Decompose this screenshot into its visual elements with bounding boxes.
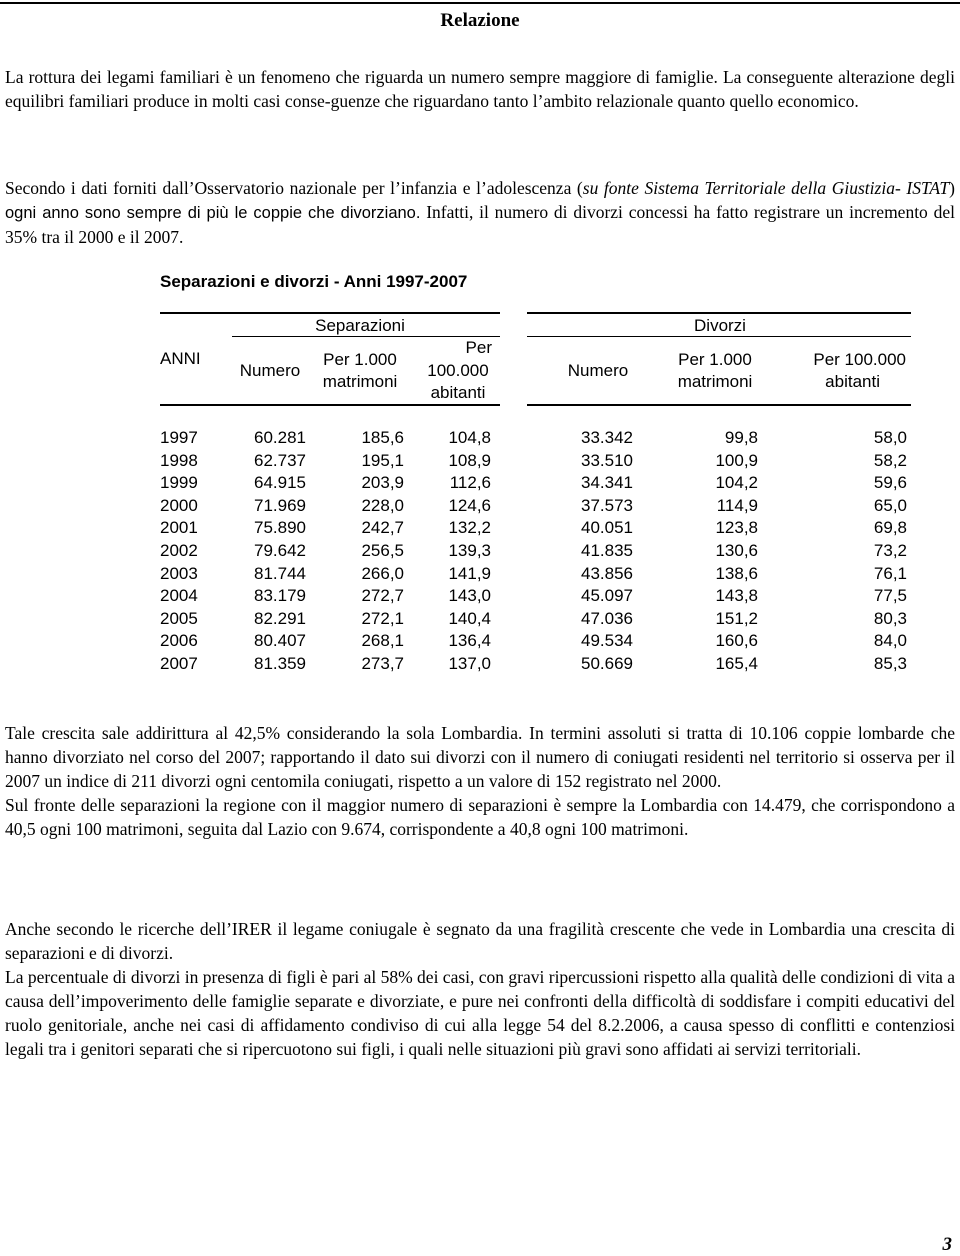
cell-anni: 2002 — [160, 541, 198, 560]
cell-sep-numero: 83.179 — [254, 586, 306, 606]
table-row — [0, 472, 960, 495]
cell-sep-per100000: 132,2 — [448, 518, 491, 538]
cell-div-numero: 43.856 — [581, 563, 633, 583]
intro-p2-mid: ) — [949, 178, 955, 198]
group-separazioni: Separazioni — [315, 316, 405, 335]
cell-sep-numero: 60.281 — [254, 428, 306, 447]
table-row — [0, 495, 960, 518]
body-p3: Tale crescita sale addirittura al 42,5% considerando la sola Lombardia. In termini assoluti si tratta di 10.106 coppie lombarde che hanno divorziato nel corso del 2007; rapportando il dato sui divorzi con il numero di coniugati residenti nel territorio si osserva per il 2007 un indice di 211 divorzi ogni centomila coniugati, rispetto a un valore di 152 registrato nel 2000. — [5, 723, 955, 791]
table-row — [0, 427, 960, 450]
col-header-sep-per1000-l1: Per 1.000 — [323, 350, 397, 369]
table-top-rule-right — [527, 312, 911, 314]
table-row — [0, 517, 960, 540]
page-number: 3 — [942, 1234, 952, 1255]
cell-sep-per100000: 136,4 — [448, 631, 491, 651]
cell-sep-per100000: 139,3 — [448, 541, 491, 560]
cell-anni: 2000 — [160, 495, 198, 515]
col-header-sep-per100000-l3: abitanti — [430, 383, 486, 402]
cell-div-numero: 41.835 — [581, 541, 633, 560]
cell-anni: 2006 — [160, 631, 198, 651]
cell-anni: 1998 — [160, 450, 198, 470]
cell-div-per100000: 69,8 — [873, 518, 907, 538]
cell-div-per1000: 151,2 — [715, 608, 758, 628]
cell-div-per100000: 77,5 — [873, 586, 907, 606]
cell-sep-numero: 71.969 — [254, 495, 306, 515]
cell-div-per100000: 85,3 — [873, 654, 907, 673]
cell-sep-numero: 80.407 — [254, 631, 306, 651]
cell-div-per1000: 114,9 — [716, 495, 758, 515]
intro-p2-sans: ogni anno sono sempre di più le coppie che divorziano. — [5, 204, 421, 222]
body-block-2 — [5, 917, 955, 1061]
cell-sep-per1000: 266,0 — [361, 563, 404, 583]
cell-div-per100000: 58,0 — [873, 428, 907, 447]
cell-anni: 1999 — [160, 473, 198, 493]
table-row — [0, 585, 960, 608]
cell-anni: 2005 — [160, 608, 198, 628]
cell-sep-numero: 81.744 — [254, 563, 306, 583]
cell-div-numero: 33.510 — [581, 450, 633, 470]
table-row — [0, 608, 960, 631]
cell-div-numero: 50.669 — [581, 654, 633, 673]
cell-sep-per1000: 185,6 — [361, 428, 404, 447]
col-header-sep-per100000-l2: 100.000 — [427, 361, 489, 380]
cell-div-per1000: 123,8 — [715, 518, 758, 538]
cell-sep-numero: 81.359 — [254, 654, 306, 673]
col-header-sep-numero: Numero — [239, 361, 301, 380]
cell-anni: 2001 — [160, 518, 198, 538]
col-header-anni: ANNI — [160, 349, 201, 368]
body-p4: Sul fronte delle separazioni la regione con il maggior numero di separazioni è sempre la Lombardia con 14.479, che corrispondono a 40,5 ogni 100 matrimoni, seguita dal Lazio con 9.674, corrispondente a 40,8 ogni 100 matrimoni. — [5, 795, 955, 839]
cell-div-per1000: 165,4 — [715, 654, 758, 673]
cell-div-per100000: 73,2 — [873, 541, 907, 560]
cell-sep-per100000: 124,6 — [448, 495, 491, 515]
table-header-rule-right — [527, 404, 911, 406]
intro-p2-source: su fonte Sistema Territoriale della Giustizia- ISTAT — [582, 178, 950, 198]
intro-p2-end: Infatti, il numero di divorzi concessi ha fatto registrare un incremento del 35% tra il 2000 e il 2007. — [5, 202, 955, 247]
cell-sep-per1000: 273,7 — [361, 654, 404, 673]
cell-anni: 2004 — [160, 586, 198, 606]
cell-div-per100000: 59,6 — [873, 473, 907, 493]
cell-sep-per100000: 108,9 — [448, 450, 491, 470]
group-rule-divorzi — [527, 336, 911, 337]
cell-div-per1000: 104,2 — [715, 473, 758, 493]
col-header-div-per1000-l1: Per 1.000 — [678, 350, 752, 369]
cell-div-per1000: 138,6 — [715, 563, 758, 583]
table-row — [0, 540, 960, 563]
cell-sep-per1000: 203,9 — [361, 473, 404, 493]
cell-sep-numero: 79.642 — [254, 541, 306, 560]
cell-div-numero: 45.097 — [581, 586, 633, 606]
cell-sep-per100000: 112,6 — [449, 473, 491, 493]
col-header-div-numero: Numero — [567, 361, 629, 380]
cell-div-per1000: 143,8 — [715, 586, 758, 606]
intro-p2-start: Secondo i dati forniti dall’Osservatorio nazionale per l’infanzia e l’adolescenza ( — [5, 178, 583, 198]
table-top-rule-left — [160, 312, 500, 314]
cell-div-per100000: 80,3 — [873, 608, 907, 628]
table-header-rule-left — [160, 404, 500, 406]
cell-sep-numero: 75.890 — [254, 518, 306, 538]
body-block-1 — [5, 721, 955, 841]
table-row — [0, 450, 960, 473]
body-p5: Anche secondo le ricerche dell’IRER il legame coniugale è segnato da una fragilità crescente che vede in Lombardia una crescita di separazioni e di divorzi. — [5, 919, 955, 963]
cell-sep-per1000: 272,7 — [361, 586, 404, 606]
cell-sep-per100000: 137,0 — [448, 654, 491, 673]
cell-sep-per1000: 268,1 — [361, 631, 404, 651]
cell-sep-numero: 82.291 — [254, 608, 306, 628]
table-title: Separazioni e divorzi - Anni 1997-2007 — [160, 272, 468, 291]
cell-sep-per100000: 104,8 — [448, 428, 491, 447]
intro-p1-text: La rottura dei legami familiari è un fenomeno che riguarda un numero sempre maggiore di famiglie. La conseguente alterazione degli equilibri familiari produce in molti casi conse-guenze che riguardano tanto l’ambito relazionale quanto quello economico. — [5, 67, 955, 111]
cell-div-numero: 34.341 — [581, 473, 633, 493]
cell-div-per1000: 100,9 — [715, 450, 758, 470]
cell-sep-numero: 64.915 — [254, 473, 306, 493]
cell-div-per1000: 130,6 — [715, 541, 758, 560]
cell-div-per100000: 76,1 — [873, 563, 907, 583]
cell-div-per1000: 99,8 — [724, 428, 758, 447]
cell-sep-per1000: 195,1 — [361, 450, 404, 470]
cell-sep-numero: 62.737 — [254, 450, 306, 470]
cell-div-per100000: 58,2 — [873, 450, 907, 470]
cell-anni: 1997 — [160, 428, 198, 447]
cell-sep-per1000: 228,0 — [361, 495, 404, 515]
page-title: Relazione — [440, 10, 520, 31]
cell-sep-per100000: 140,4 — [448, 608, 491, 628]
col-header-div-per1000-l2: matrimoni — [677, 372, 753, 391]
cell-div-per100000: 84,0 — [873, 631, 907, 651]
cell-sep-per1000: 272,1 — [361, 608, 404, 628]
table-row — [0, 630, 960, 653]
cell-sep-per100000: 143,0 — [448, 586, 491, 606]
table-row — [0, 563, 960, 586]
intro-paragraph-1 — [5, 65, 955, 113]
cell-sep-per1000: 256,5 — [361, 541, 404, 560]
cell-div-numero: 33.342 — [581, 428, 633, 447]
intro-p2-text — [5, 176, 955, 249]
cell-sep-per100000: 141,9 — [448, 563, 491, 583]
col-header-sep-per1000-l2: matrimoni — [322, 372, 398, 391]
cell-div-per1000: 160,6 — [715, 631, 758, 651]
cell-div-per100000: 65,0 — [873, 495, 907, 515]
cell-div-numero: 49.534 — [581, 631, 633, 651]
cell-div-numero: 40.051 — [581, 518, 633, 538]
col-header-sep-per100000-l1: Per — [465, 338, 492, 357]
cell-anni: 2003 — [160, 563, 198, 583]
group-divorzi: Divorzi — [694, 316, 746, 335]
top-rule — [0, 2, 960, 4]
cell-anni: 2007 — [160, 654, 198, 673]
col-header-div-per100000-l2: abitanti — [825, 372, 880, 391]
intro-paragraph-2 — [5, 176, 955, 249]
cell-div-numero: 47.036 — [581, 608, 633, 628]
cell-sep-per1000: 242,7 — [361, 518, 404, 538]
col-header-div-per100000-l1: Per 100.000 — [813, 350, 906, 369]
body-p6: La percentuale di divorzi in presenza di figli è pari al 58% dei casi, con gravi ripercussioni rispetto alla qualità delle condizioni di vita a causa dell’impoverimento delle famiglie separate e divorziate, e pure nei confronti della difficoltà di soddisfare i compiti educativi del ruolo genitoriale, anche nei casi di affidamento condiviso di cui alla legge 54 del 8.2.2006, a causa spesso di conflitti e contenziosi legali tra i genitori separati che si ripercuotono sui figli, i quali nelle situazioni più gravi sono affidati ai servizi territoriali. — [5, 967, 956, 1059]
table-row — [0, 653, 960, 676]
cell-div-numero: 37.573 — [581, 495, 633, 515]
